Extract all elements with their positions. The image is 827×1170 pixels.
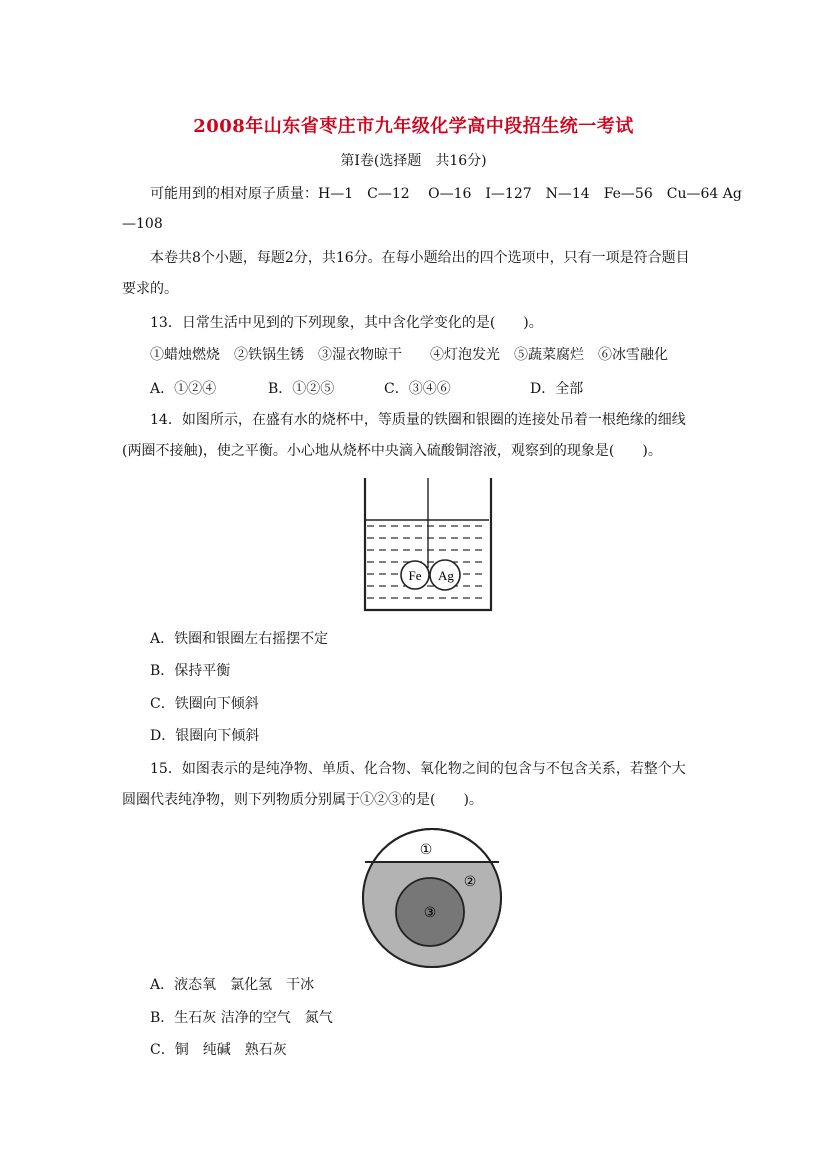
q15-option-c: C．铜 纯碱 熟石灰 (150, 1042, 287, 1058)
q13-option-c: C．③④⑥ (384, 381, 451, 397)
q14-option-a: A．铁圈和银圈左右摇摆不定 (150, 631, 329, 647)
region-3-label: ③ (423, 905, 437, 921)
q13-option-b: B．①②⑤ (268, 381, 335, 397)
q14-option-c: C．铁圈向下倾斜 (150, 696, 259, 712)
q14-option-d: D．银圈向下倾斜 (150, 728, 260, 744)
q14-stem-line-2: (两圈不接触)，使之平衡。小心地从烧杯中央滴入硫酸铜溶液，观察到的现象是( )。 (122, 443, 662, 459)
q13-option-a: A．①②④ (150, 381, 217, 397)
q15-stem-line-1: 15．如图表示的是纯净物、单质、化合物、氧化物之间的包含与不包含关系，若整个大 (150, 761, 686, 777)
ag-label: Ag (438, 568, 454, 583)
q13-option-d: D．全部 (530, 381, 584, 397)
section-heading: 第Ⅰ卷(选择题 共16分) (340, 153, 487, 169)
q13-items: ①蜡烛燃烧 ②铁锅生锈 ③湿衣物晾干 ④灯泡发光 ⑤蔬菜腐烂 ⑥冰雪融化 (150, 347, 668, 363)
region-1-label: ① (419, 842, 433, 858)
beaker-figure (355, 474, 505, 616)
q14-option-b: B．保持平衡 (150, 663, 231, 679)
q13-stem: 13．日常生活中见到的下列现象，其中含化学变化的是( )。 (150, 315, 543, 331)
atomic-mass-line-2: —108 (122, 216, 163, 232)
intro-line-1: 本卷共8个小题，每题2分，共16分。在每小题给出的四个选项中，只有一项是符合题目 (150, 250, 690, 266)
atomic-mass-line-1: 可能用到的相对原子质量：H—1 C—12 O—16 I—127 N—14 Fe—56 Cu—64 Ag (150, 186, 742, 202)
q14-stem-line-1: 14．如图所示，在盛有水的烧杯中，等质量的铁圈和银圈的连接处吊着一根绝缘的细线 (150, 412, 686, 428)
intro-line-2: 要求的。 (122, 281, 178, 297)
q15-stem-line-2: 圆圈代表纯净物，则下列物质分别属于①②③的是( )。 (122, 792, 483, 808)
exam-title: 2008年山东省枣庄市九年级化学高中段招生统一考试 (193, 116, 634, 137)
fe-label: Fe (408, 568, 422, 583)
q15-option-b: B．生石灰 洁净的空气 氮气 (150, 1010, 333, 1026)
q15-option-a: A．液态氧 氯化氢 干冰 (150, 977, 315, 993)
venn-figure (360, 826, 504, 970)
region-2-label: ② (463, 874, 477, 890)
